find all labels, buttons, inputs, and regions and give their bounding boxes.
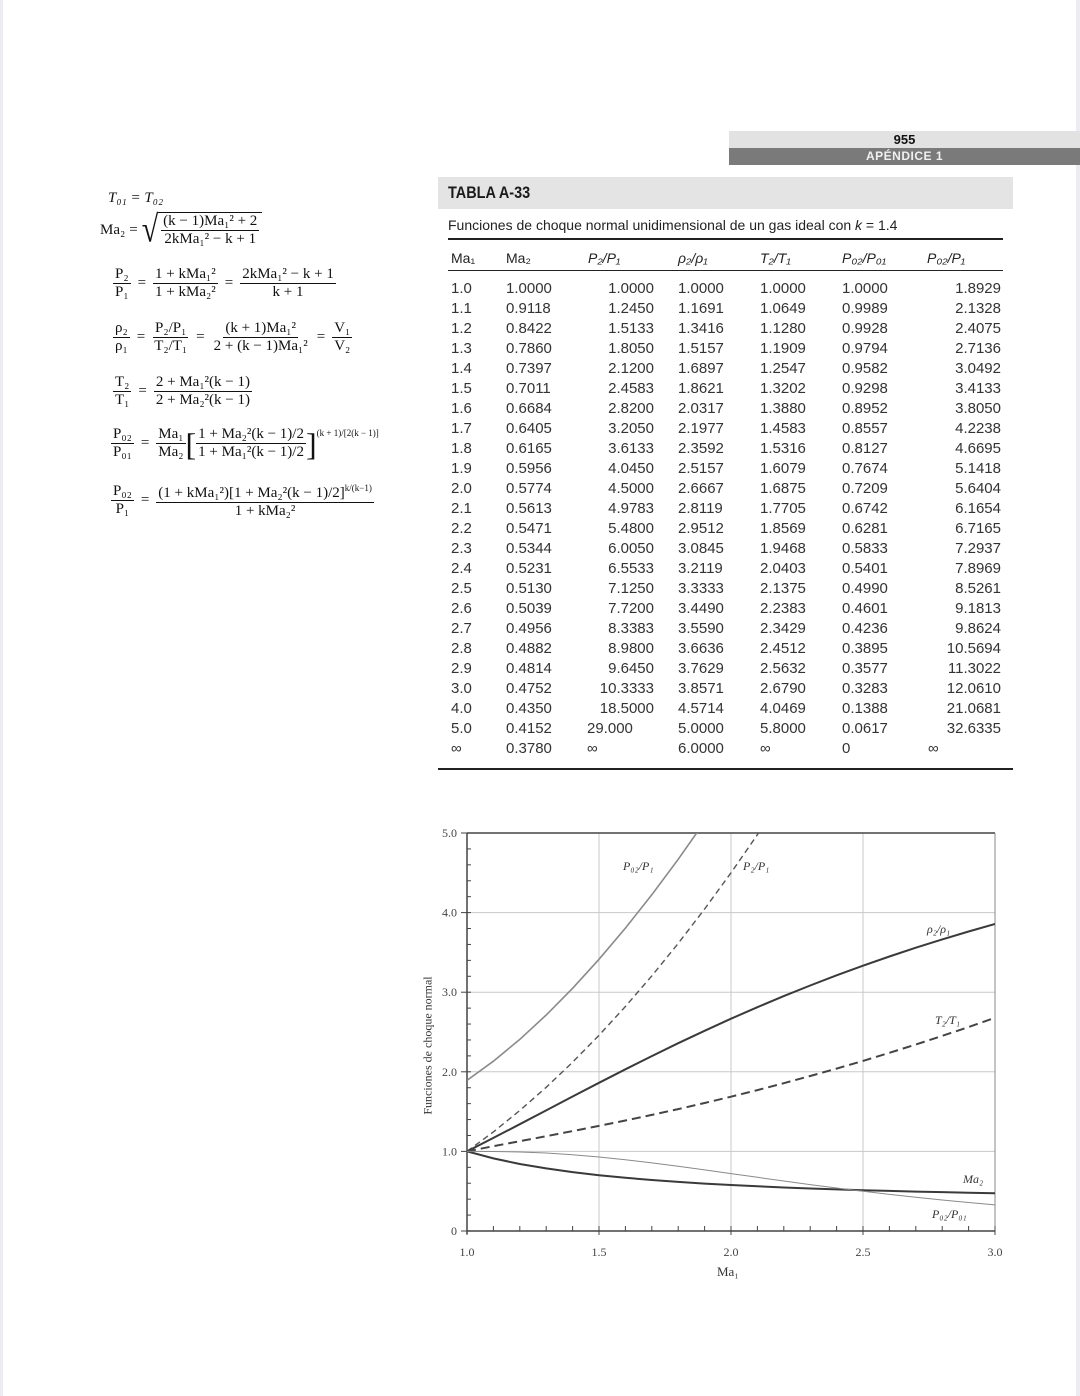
table-row bbox=[448, 639, 1004, 659]
table-cell: 0.4990 bbox=[842, 580, 888, 597]
table-header-rule bbox=[448, 270, 1003, 271]
table-cell: 2.0 bbox=[451, 480, 472, 497]
table-cell: 2.3 bbox=[451, 540, 472, 557]
header-t2-t1: T₂/T₁ bbox=[760, 250, 791, 266]
table-cell: 5.8000 bbox=[760, 720, 806, 737]
table-cell: 8.5261 bbox=[955, 580, 1001, 597]
table-cell: 5.4800 bbox=[608, 520, 654, 537]
table-cell: 1.1909 bbox=[760, 340, 806, 357]
table-cell: 2.6790 bbox=[760, 680, 806, 697]
table-row bbox=[448, 359, 1004, 379]
table-cell: 7.2937 bbox=[955, 540, 1001, 557]
table-cell: 0.6684 bbox=[506, 400, 552, 417]
table-cell: 0.0617 bbox=[842, 720, 888, 737]
table-cell: 7.8969 bbox=[955, 560, 1001, 577]
table-cell: 6.0000 bbox=[678, 740, 724, 757]
table-cell: 11.3022 bbox=[947, 660, 1001, 677]
table-cell: 0.4882 bbox=[506, 640, 552, 657]
table-cell: 6.0050 bbox=[608, 540, 654, 557]
table-cell: 2.4075 bbox=[955, 320, 1001, 337]
table-cell: 0.4814 bbox=[506, 660, 552, 677]
table-cell: 1.1691 bbox=[678, 300, 724, 317]
table-cell: 1.0000 bbox=[678, 280, 724, 297]
table-cell: 3.6636 bbox=[678, 640, 724, 657]
table-cell: 3.0 bbox=[451, 680, 472, 697]
table-cell: 12.0610 bbox=[946, 680, 1001, 697]
table-cell: 1.2450 bbox=[608, 300, 654, 317]
table-cell: 2.1328 bbox=[955, 300, 1001, 317]
table-row bbox=[448, 299, 1004, 319]
y-tick-label: 0 bbox=[451, 1224, 457, 1238]
table-cell: 4.0450 bbox=[608, 460, 654, 477]
header-p02-p01: P₀₂/P₀₁ bbox=[842, 250, 887, 266]
table-cell: 0.9298 bbox=[842, 380, 888, 397]
series-label: P₂/P₁ bbox=[743, 859, 770, 873]
table-cell: 0.3780 bbox=[506, 740, 552, 757]
table-cell: 2.7136 bbox=[955, 340, 1001, 357]
table-cell: 3.2050 bbox=[608, 420, 654, 437]
table-cell: 3.8571 bbox=[678, 680, 724, 697]
formula-p02-p1: $\frac{\text{P₀₂}}{\text{P₁}}$ = $\frac{(1 + kMa_1^2)[1 + Ma_2^2(k - 1)/2]^{k/(k-1)}}{\text{1 + kMa₂²}}$ bbox=[108, 480, 377, 520]
table-cell: 1.6 bbox=[451, 400, 472, 417]
table-cell: 0.9928 bbox=[842, 320, 888, 337]
table-cell: ∞ bbox=[587, 740, 598, 757]
table-cell: 1.0 bbox=[451, 280, 472, 297]
table-cell: 1.5157 bbox=[678, 340, 724, 357]
table-row bbox=[448, 399, 1004, 419]
table-cell: ∞ bbox=[760, 740, 771, 757]
formula-ma2: Ma₂ = √ $\frac{\text{(k − 1)Ma₁² + 2}}{\text{2kMa₁² − k + 1}}$ bbox=[100, 212, 262, 248]
table-cell: 7.1250 bbox=[608, 580, 654, 597]
table-cell: 0.6165 bbox=[506, 440, 552, 457]
table-cell: 1.0000 bbox=[842, 280, 888, 297]
table-row bbox=[448, 619, 1004, 639]
table-row bbox=[448, 479, 1004, 499]
table-cell: 2.4512 bbox=[760, 640, 806, 657]
table-cell: 1.8050 bbox=[608, 340, 654, 357]
table-cell: 0.9989 bbox=[842, 300, 888, 317]
table-row bbox=[448, 579, 1004, 599]
table-cell: 1.2547 bbox=[760, 360, 806, 377]
table-cell: 3.4133 bbox=[955, 380, 1001, 397]
table-cell: 3.4490 bbox=[678, 600, 724, 617]
table-row bbox=[448, 319, 1004, 339]
x-tick-label: 1.5 bbox=[591, 1245, 607, 1259]
table-cell: 3.8050 bbox=[955, 400, 1001, 417]
table-row bbox=[448, 379, 1004, 399]
table-row bbox=[448, 699, 1004, 719]
table-row bbox=[448, 559, 1004, 579]
table-cell: 2.6667 bbox=[678, 480, 724, 497]
table-cell: 8.3383 bbox=[608, 620, 654, 637]
formula-pressure-ratio: $\frac{\text{P₂}}{\text{P₁}}$ = $\frac{\text{1 + kMa₁²}}{\text{1 + kMa₂²}}$ = $\frac{\text{2kMa₁² − k + 1}}{k + 1}$ bbox=[115, 266, 334, 300]
table-cell: 2.8 bbox=[451, 640, 472, 657]
table-cell: 0.6742 bbox=[842, 500, 888, 517]
series-label: P₀₂/P₁ bbox=[623, 859, 654, 873]
table-cell: 2.1200 bbox=[608, 360, 654, 377]
table-cell: 3.3333 bbox=[678, 580, 724, 597]
table-cell: 3.0845 bbox=[678, 540, 724, 557]
table-cell: 2.1 bbox=[451, 500, 472, 517]
table-row bbox=[448, 339, 1004, 359]
y-tick-label: 3.0 bbox=[442, 985, 457, 1000]
table-cell: 4.9783 bbox=[608, 500, 654, 517]
table-cell: 8.9800 bbox=[608, 640, 654, 657]
table-cell: 1.8569 bbox=[760, 520, 806, 537]
table-cell: 0.3577 bbox=[842, 660, 888, 677]
table-cell: 29.000 bbox=[587, 720, 633, 737]
table-cell: 2.0403 bbox=[760, 560, 806, 577]
table-cell: 1.3416 bbox=[678, 320, 724, 337]
section-header: APÉNDICE 1 bbox=[729, 148, 1080, 165]
table-cell: 5.0 bbox=[451, 720, 472, 737]
series-label: T₂/T₁ bbox=[935, 1013, 961, 1027]
header-ma1: Ma₁ bbox=[451, 250, 476, 266]
table-row bbox=[448, 519, 1004, 539]
table-cell: 0.9794 bbox=[842, 340, 888, 357]
table-cell: 6.7165 bbox=[955, 520, 1001, 537]
table-cell: 3.0492 bbox=[955, 360, 1001, 377]
table-cell: 0.5774 bbox=[506, 480, 552, 497]
table-cell: 4.0469 bbox=[760, 700, 806, 717]
table-bottom-rule bbox=[438, 768, 1013, 770]
table-cell: 0.7011 bbox=[506, 380, 551, 397]
chart-y-label: Funciones de choque normal bbox=[420, 976, 435, 1115]
formula-density-ratio: $\frac{\text{ρ₂}}{\text{ρ₁}}$ = $\frac{\text{P₂/P₁}}{\text{T₂/T₁}}$ = $\frac{\text{(k + 1)Ma₁²}}{\text{2 + (k − 1)Ma₁²}}$ = $\frac{\text{V₁}}{\text{V₂}}$ bbox=[115, 320, 351, 354]
formula-temperature-ratio: $\frac{\text{T₂}}{\text{T₁}}$ = $\frac{\text{2 + Ma₁²(k − 1)}}{\text{2 + Ma₂²(k − 1)}}$ bbox=[115, 374, 251, 408]
table-cell: 0.6281 bbox=[842, 520, 888, 537]
table-cell: 2.3592 bbox=[678, 440, 724, 457]
table-cell: 5.1418 bbox=[955, 460, 1001, 477]
table-cell: 1.1280 bbox=[760, 320, 806, 337]
table-cell: 0.3283 bbox=[842, 680, 888, 697]
table-cell: 1.0000 bbox=[760, 280, 806, 297]
table-top-rule bbox=[448, 238, 1003, 240]
table-cell: 1.3880 bbox=[760, 400, 806, 417]
table-cell: ∞ bbox=[928, 740, 939, 757]
table-cell: 4.5714 bbox=[678, 700, 724, 717]
table-cell: 0.6405 bbox=[506, 420, 552, 437]
header-p02-p1: P₀₂/P₁ bbox=[927, 250, 966, 266]
table-cell: 9.8624 bbox=[955, 620, 1001, 637]
y-tick-label: 1.0 bbox=[442, 1144, 457, 1159]
table-cell: 1.3 bbox=[451, 340, 472, 357]
table-cell: 2.6 bbox=[451, 600, 472, 617]
table-cell: 2.5 bbox=[451, 580, 472, 597]
table-cell: 1.7705 bbox=[760, 500, 806, 517]
table-cell: 1.8621 bbox=[678, 380, 724, 397]
table-cell: 0.4752 bbox=[506, 680, 552, 697]
table-cell: 0.4350 bbox=[506, 700, 552, 717]
table-cell: 1.6897 bbox=[678, 360, 724, 377]
table-cell: 1.3202 bbox=[760, 380, 806, 397]
table-cell: 0.5344 bbox=[506, 540, 552, 557]
table-cell: 4.6695 bbox=[955, 440, 1001, 457]
table-cell: 2.5632 bbox=[760, 660, 806, 677]
table-cell: 1.6079 bbox=[760, 460, 806, 477]
table-cell: 0.9582 bbox=[842, 360, 888, 377]
x-tick-label: 3.0 bbox=[987, 1245, 1003, 1259]
table-cell: 0.5039 bbox=[506, 600, 552, 617]
table-cell: 9.6450 bbox=[608, 660, 654, 677]
table-cell: 1.0649 bbox=[760, 300, 806, 317]
table-cell: 2.1977 bbox=[678, 420, 724, 437]
table-cell: 0.4236 bbox=[842, 620, 888, 637]
table-cell: 3.6133 bbox=[608, 440, 654, 457]
table-cell: 2.2383 bbox=[760, 600, 806, 617]
table-cell: 0.4956 bbox=[506, 620, 552, 637]
table-cell: 2.7 bbox=[451, 620, 472, 637]
y-tick-label: 4.0 bbox=[442, 905, 457, 920]
table-caption: Funciones de choque normal unidimensional de un gas ideal con k = 1.4 bbox=[448, 217, 898, 233]
formula-stagnation-pressure-ratio: $\frac{\text{P₀₂}}{\text{P₀₁}}$ = $\frac{\text{Ma₁}}{\text{Ma₂}}$ [ $\frac{\text{1 + Ma₂²(k − 1)/2}}{\text{1 + Ma₁²(k − 1)/2}}$ ] (k + 1)/[2(k − 1)] bbox=[113, 425, 379, 462]
table-cell: 0 bbox=[842, 740, 851, 757]
table-row bbox=[448, 539, 1004, 559]
table-cell: 4.5000 bbox=[608, 480, 654, 497]
table-cell: 1.9 bbox=[451, 460, 472, 477]
table-cell: 2.8200 bbox=[608, 400, 654, 417]
table-row bbox=[448, 499, 1004, 519]
table-cell: 4.0 bbox=[451, 700, 472, 717]
table-cell: 6.5533 bbox=[608, 560, 654, 577]
chart-plot bbox=[405, 820, 1025, 1290]
table-cell: 2.1375 bbox=[760, 580, 806, 597]
table-cell: 1.8929 bbox=[955, 280, 1001, 297]
table-title: TABLA A-33 bbox=[448, 183, 531, 202]
table-cell: 2.9512 bbox=[678, 520, 724, 537]
page-number: 955 bbox=[729, 131, 1080, 148]
table-cell: 1.6875 bbox=[760, 480, 806, 497]
table-row bbox=[448, 679, 1004, 699]
header-rho2-rho1: ρ₂/ρ₁ bbox=[678, 250, 708, 266]
table-cell: 5.6404 bbox=[955, 480, 1001, 497]
table-cell: 2.3429 bbox=[760, 620, 806, 637]
table-cell: 10.5694 bbox=[946, 640, 1001, 657]
table-cell: 1.7 bbox=[451, 420, 472, 437]
table-row bbox=[448, 719, 1004, 739]
table-cell: 0.5956 bbox=[506, 460, 552, 477]
table-cell: 0.7860 bbox=[506, 340, 552, 357]
table-cell: 0.5130 bbox=[506, 580, 552, 597]
table-cell: 0.5231 bbox=[506, 560, 552, 577]
table-cell: 0.1388 bbox=[842, 700, 888, 717]
table-cell: 6.1654 bbox=[955, 500, 1001, 517]
table-header bbox=[448, 248, 1004, 270]
table-cell: 2.2 bbox=[451, 520, 472, 537]
table-cell: 3.7629 bbox=[678, 660, 724, 677]
table-cell: 1.5 bbox=[451, 380, 472, 397]
table-row bbox=[448, 739, 1004, 759]
table-title-bar bbox=[438, 177, 1013, 209]
table-row bbox=[448, 459, 1004, 479]
series-label: P₀₂/P₀₁ bbox=[932, 1207, 967, 1221]
table-cell: 32.6335 bbox=[946, 720, 1001, 737]
shock-functions-chart bbox=[405, 820, 1025, 1290]
table-cell: ∞ bbox=[451, 740, 462, 757]
table-cell: 7.7200 bbox=[608, 600, 654, 617]
table-cell: 0.5613 bbox=[506, 500, 552, 517]
table-cell: 2.9 bbox=[451, 660, 472, 677]
table-cell: 1.8 bbox=[451, 440, 472, 457]
table-row bbox=[448, 439, 1004, 459]
table-cell: 9.1813 bbox=[955, 600, 1001, 617]
table-cell: 0.4601 bbox=[842, 600, 888, 617]
y-tick-label: 5.0 bbox=[442, 826, 457, 840]
table-cell: 1.1 bbox=[451, 300, 472, 317]
table-cell: 2.0317 bbox=[678, 400, 724, 417]
series-label: ρ₂/ρ₁ bbox=[927, 922, 951, 936]
table-cell: 0.3895 bbox=[842, 640, 888, 657]
table-cell: 1.0000 bbox=[506, 280, 552, 297]
table-cell: 0.7674 bbox=[842, 460, 888, 477]
table-cell: 4.2238 bbox=[955, 420, 1001, 437]
header-ma2: Ma₂ bbox=[506, 250, 531, 266]
table-cell: 1.4583 bbox=[760, 420, 806, 437]
table-row bbox=[448, 659, 1004, 679]
page-edge-left bbox=[0, 0, 3, 1396]
table-cell: 0.5401 bbox=[842, 560, 888, 577]
table-cell: 1.0000 bbox=[608, 280, 654, 297]
series-label: Ma₂ bbox=[963, 1172, 984, 1186]
table-cell: 0.9118 bbox=[506, 300, 551, 317]
table-cell: 0.5833 bbox=[842, 540, 888, 557]
header-p2-p1: P₂/P₁ bbox=[588, 250, 621, 266]
table-cell: 2.4583 bbox=[608, 380, 654, 397]
table-cell: 1.2 bbox=[451, 320, 472, 337]
x-tick-label: 2.0 bbox=[723, 1245, 739, 1259]
table-cell: 0.8952 bbox=[842, 400, 888, 417]
y-tick-label: 2.0 bbox=[442, 1064, 457, 1079]
table-cell: 10.3333 bbox=[599, 680, 654, 697]
table-cell: 3.5590 bbox=[678, 620, 724, 637]
page-edge-right bbox=[1076, 0, 1080, 1396]
formula-stagnation-temp: T₀₁ = T₀₂ bbox=[108, 190, 164, 206]
table-body bbox=[448, 279, 1004, 759]
table-cell: 0.4152 bbox=[506, 720, 552, 737]
chart-x-label: Ma₁ bbox=[717, 1264, 739, 1279]
table-cell: 0.7397 bbox=[506, 360, 552, 377]
x-tick-label: 2.5 bbox=[855, 1245, 871, 1259]
table-cell: 1.5133 bbox=[608, 320, 654, 337]
table-cell: 3.2119 bbox=[678, 560, 723, 577]
table-cell: 21.0681 bbox=[946, 700, 1001, 717]
table-row bbox=[448, 279, 1004, 299]
table-cell: 2.4 bbox=[451, 560, 472, 577]
table-cell: 5.0000 bbox=[678, 720, 724, 737]
table-cell: 0.5471 bbox=[506, 520, 552, 537]
table-cell: 0.7209 bbox=[842, 480, 888, 497]
table-cell: 1.4 bbox=[451, 360, 472, 377]
table-cell: 0.8422 bbox=[506, 320, 552, 337]
table-row bbox=[448, 599, 1004, 619]
table-cell: 1.9468 bbox=[760, 540, 806, 557]
table-cell: 0.8127 bbox=[842, 440, 888, 457]
x-tick-label: 1.0 bbox=[459, 1245, 475, 1259]
table-cell: 1.5316 bbox=[760, 440, 806, 457]
table-row bbox=[448, 419, 1004, 439]
table-cell: 2.5157 bbox=[678, 460, 724, 477]
table-cell: 0.8557 bbox=[842, 420, 888, 437]
table-cell: 18.5000 bbox=[599, 700, 654, 717]
table-cell: 2.8119 bbox=[678, 500, 723, 517]
